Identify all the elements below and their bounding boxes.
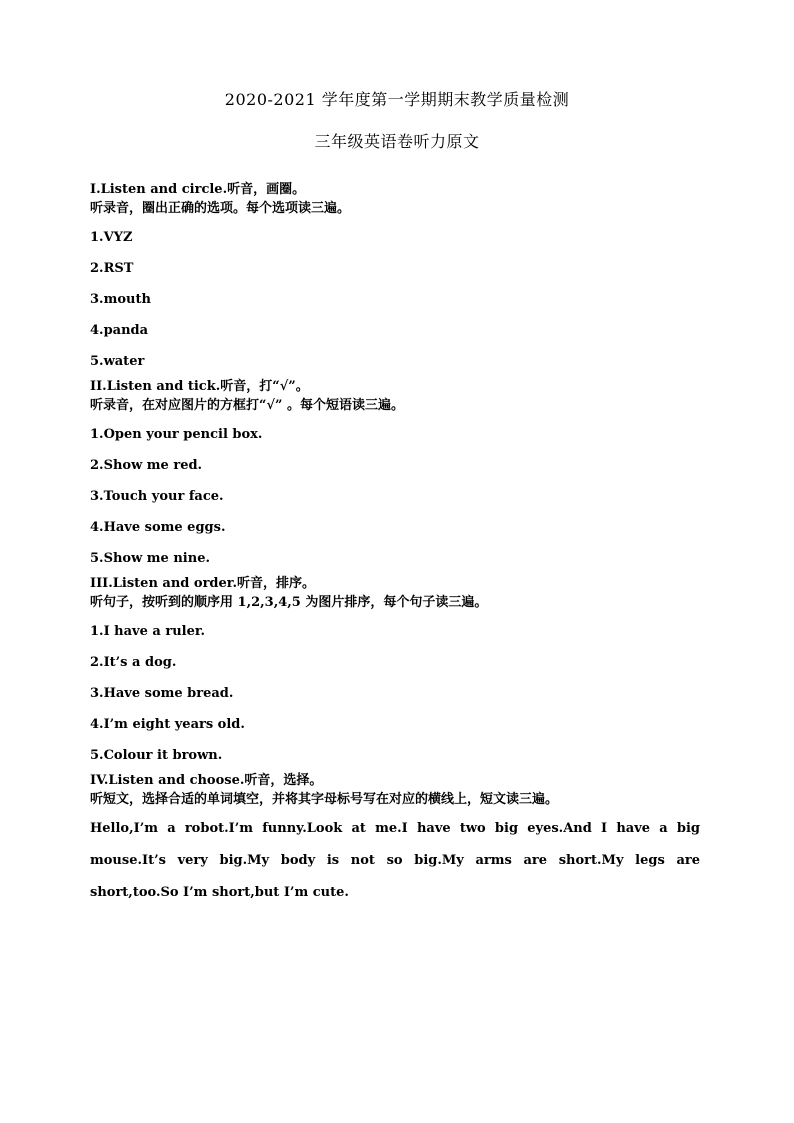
section-2-item: 3.Touch your face.	[90, 489, 224, 504]
section-2-instruction: 听录音，在对应图片的方框打“√” 。每个短语读三遍。	[90, 398, 405, 413]
section-2-heading: II.Listen and tick.听音，打“√”。	[90, 379, 309, 394]
section-2-item: 2.Show me red.	[90, 458, 203, 473]
section-4-instruction: 听短文，选择合适的单词填空，并将其字母标号写在对应的横线上，短文读三遍。	[90, 792, 559, 807]
section-3-item: 5.Colour it brown.	[90, 748, 223, 763]
section-3-instruction: 听句子，按听到的顺序用 1,2,3,4,5 为图片排序，每个句子读三遍。	[90, 595, 488, 610]
section-3-item: 4.I’m eight years old.	[90, 717, 245, 732]
section-2	[90, 377, 710, 574]
section-1-heading: I.Listen and circle.听音，画圈。	[90, 182, 306, 197]
document-content	[90, 180, 710, 909]
section-3-item: 3.Have some bread.	[90, 686, 234, 701]
section-4	[90, 771, 710, 909]
section-3-item: 1.I have a ruler.	[90, 624, 206, 639]
section-4-passage: Hello,I’m a robot.I’m funny.Look at me.I have two big eyes.And I have a big mouse.It’s very big.My body is not so big.My arms are short.My legs are short,too.So I’m short,but I’m cute.	[90, 821, 700, 900]
document-subtitle: 三年级英语卷听力原文	[314, 132, 480, 151]
document-title: 2020-2021 学年度第一学期期末教学质量检测	[224, 90, 570, 109]
section-2-item: 5.Show me nine.	[90, 551, 210, 566]
section-1-item: 5.water	[90, 354, 145, 369]
section-2-item: 1.Open your pencil box.	[90, 427, 263, 442]
section-2-item: 4.Have some eggs.	[90, 520, 226, 535]
section-1-item: 4.panda	[90, 323, 149, 338]
section-4-heading: IV.Listen and choose.听音，选择。	[90, 773, 323, 788]
section-3-heading: III.Listen and order.听音，排序。	[90, 576, 315, 591]
section-1-item: 2.RST	[90, 261, 134, 276]
section-1	[90, 180, 710, 377]
section-3	[90, 574, 710, 771]
section-1-instruction: 听录音，圈出正确的选项。每个选项读三遍。	[90, 201, 351, 216]
section-1-item: 3.mouth	[90, 292, 151, 307]
section-1-item: 1.VYZ	[90, 230, 133, 245]
section-3-item: 2.It’s a dog.	[90, 655, 177, 670]
